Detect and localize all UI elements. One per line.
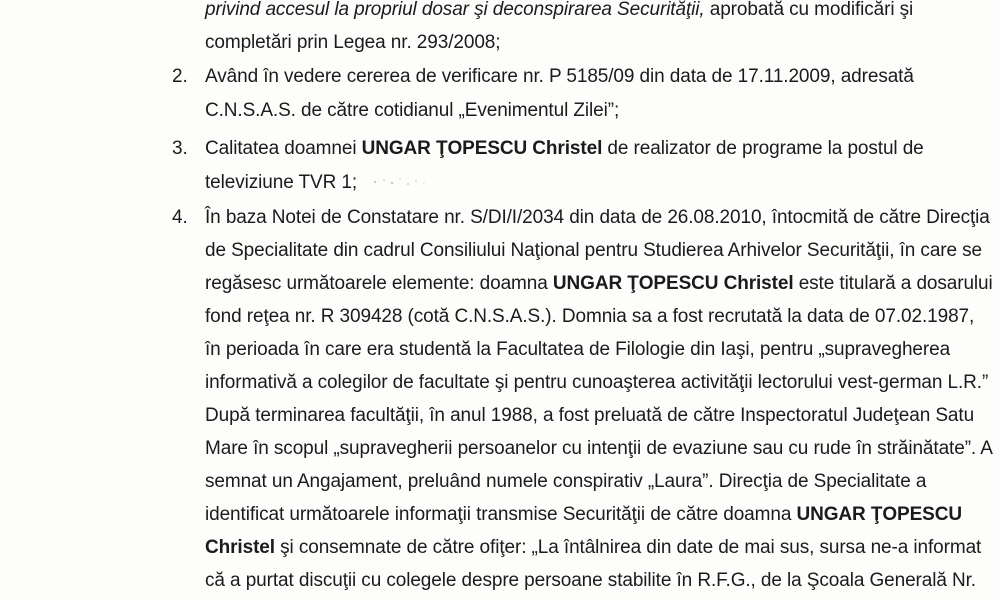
- item3-pre-text: Calitatea doamnei: [205, 138, 362, 159]
- item4-line6: informativă a colegilor de facultate şi pentru cunoaşterea activităţii lectorului vest-german L.R.”: [205, 372, 989, 393]
- item4-line11-post: şi consemnate de către ofiţer: „La întâlnirea din date de mai sus, sursa ne-a informat: [274, 537, 982, 558]
- item4-line4: fond reţea nr. R 309428 (cotă C.N.S.A.S.). Domnia sa a fost recrutată la data de 07.02.1987,: [205, 306, 975, 327]
- item4-number: 4.: [172, 207, 188, 228]
- item3-line1: [205, 136, 924, 162]
- item3-line2: televiziune TVR 1;: [205, 172, 358, 193]
- item4-line11-name-bold: Christel: [205, 537, 275, 558]
- item4-line2: de Specialitate din cadrul Consiliului Naţional pentru Studierea Arhivelor Securităţii, în care se: [205, 240, 983, 261]
- item1-line1: [205, 0, 914, 23]
- item3-name-bold: UNGAR ŢOPESCU Christel: [361, 138, 603, 159]
- item1-italic-text: privind accesul la propriul dosar şi deconspirarea Securităţii,: [205, 0, 705, 20]
- item2-line1: Având în vedere cererea de verificare nr. P 5185/09 din data de 17.11.2009, adresată: [205, 66, 914, 87]
- scan-smudge-mark: [370, 172, 430, 192]
- item4-line3-pre: regăsesc următoarele elemente: doamna: [205, 273, 553, 294]
- item4-line3-name-bold: UNGAR ŢOPESCU Christel: [552, 273, 794, 294]
- item4-line5: în perioada în care era studentă la Facultatea de Filologie din Iaşi, pentru „supravegherea: [205, 339, 951, 360]
- item4-line10-pre: identificat următoarele informaţii transmise Securităţii de către doamna: [205, 504, 797, 525]
- item4-line7: După terminarea facultăţii, în anul 1988, a fost preluată de către Inspectoratul Judeţean Satu: [205, 405, 975, 426]
- item2-line2: C.N.S.A.S. de către cotidianul „Evenimentul Zilei”;: [205, 100, 620, 121]
- item4-line8: Mare în scopul „supravegherii persoanelor cu intenţii de evaziune sau cu rude în străinătate”. A: [205, 438, 993, 459]
- item4-line11: [205, 535, 982, 561]
- item4-line3: [205, 271, 993, 297]
- item1-rest-text: aprobată cu modificări şi: [704, 0, 914, 20]
- item4-line10-name-bold: UNGAR ŢOPESCU: [796, 504, 962, 525]
- item4-line9: semnat un Angajament, preluând numele conspirativ „Laura”. Direcţia de Specialitate a: [205, 471, 927, 492]
- item1-line2: completări prin Legea nr. 293/2008;: [205, 32, 501, 53]
- item3-number: 3.: [172, 138, 188, 159]
- item4-line3-post: este titulară a dosarului: [793, 273, 993, 294]
- item4-line1: În baza Notei de Constatare nr. S/DI/I/2034 din data de 26.08.2010, întocmită de către Direcţia: [205, 207, 990, 228]
- item2-number: 2.: [172, 66, 188, 87]
- item4-line10: [205, 502, 962, 528]
- item4-line12: că a purtat discuţii cu colegele despre persoane stabilite în R.F.G., de la Şcoala Generală Nr.: [205, 570, 976, 591]
- item3-post-text: de realizator de programe la postul de: [602, 138, 924, 159]
